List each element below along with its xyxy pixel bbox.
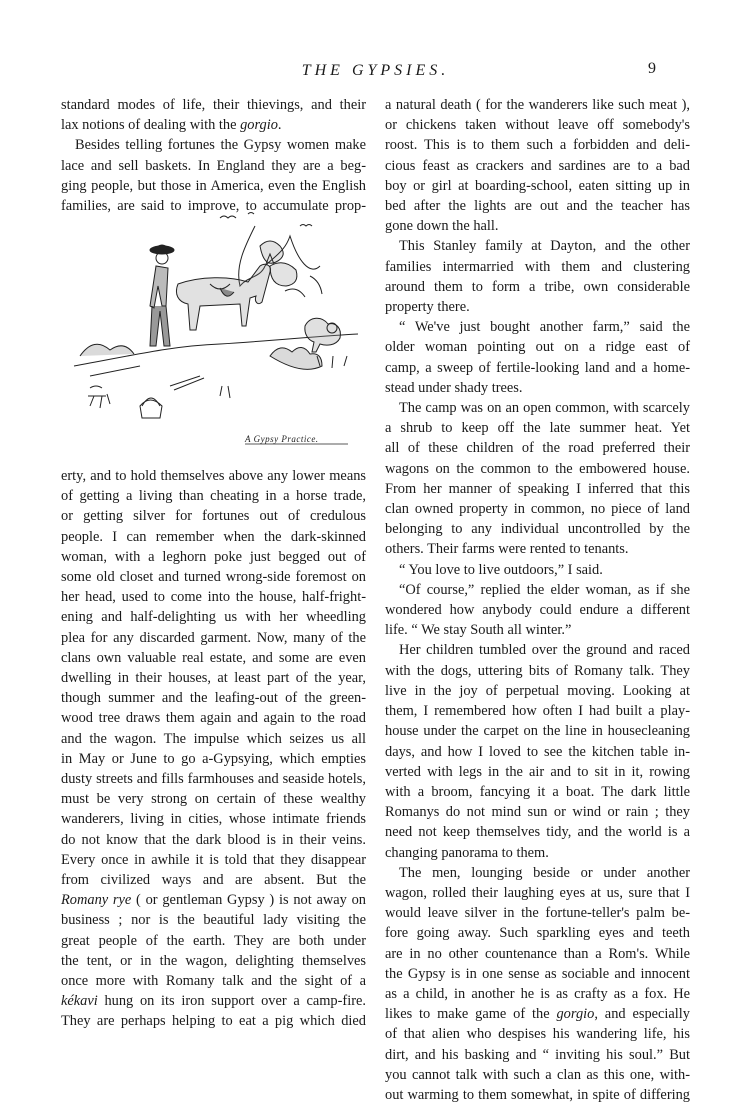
gypsy-illustration <box>70 206 362 454</box>
text-line: a natural death ( for the wanderers like such meat ), <box>385 97 690 113</box>
text-line: with the dogs, uttering bits of Romany talk. They <box>385 662 690 679</box>
text-line: need not keep themselves tidy, and the world is a <box>385 824 690 841</box>
text-line: ging people, but those in America, even the English <box>61 177 366 194</box>
italic-term: gorgio <box>556 1006 595 1023</box>
text-line: of getting a living than cheating in a horse trade, <box>61 488 366 505</box>
text-line: This Stanley family at Dayton, and the other <box>399 238 690 255</box>
text-line: must be very strong on certain of these wealthy <box>61 791 366 808</box>
text-line: plea for any discarded garment. Now, many of the <box>61 629 366 646</box>
text-line: Besides telling fortunes the Gypsy women make <box>75 137 366 154</box>
text-line: They are perhaps helping to eat a pig which died <box>61 1013 366 1030</box>
text-line: from civilized ways and are absent. But the <box>61 872 366 889</box>
text-line: The camp was on an open common, with scarcely <box>399 400 690 417</box>
text-line: of that alien who despises his wandering life, his <box>385 1026 690 1043</box>
text-line: families intermarried with them and clustering <box>385 258 690 275</box>
illustration-caption: A Gypsy Practice. <box>245 434 319 444</box>
text-line: wood tree draws them again and again to the road <box>61 710 366 727</box>
text-line: likes to make game of the gorgio, and especially <box>385 1006 690 1023</box>
text-line: the Gypsy is in one sense as sociable and innocent <box>385 965 690 982</box>
text-line: stead under shady trees. <box>385 379 523 396</box>
text-line: lax notions of dealing with the gorgio. <box>61 117 282 134</box>
text-line: Every once in awhile it is told that they disappear <box>61 851 366 868</box>
text-line: From her manner of speaking I inferred that this <box>385 480 690 497</box>
text-line: all of these children of the road preferred their <box>385 440 690 457</box>
text-line: “Of course,” replied the elder woman, as if she <box>399 581 690 598</box>
text-line: dwelling in their houses, at least part of the year, <box>61 670 366 687</box>
text-line: once more with Romany talk and the sight of a <box>61 973 366 990</box>
text-line: woman, with a leghorn poke just begged out of <box>61 548 366 565</box>
text-line: business ; nor is the beautiful lady visiting the <box>61 912 366 929</box>
text-line: clans own valuable real estate, and some are even <box>61 649 366 666</box>
text-line: though summer and the leafing-out of the green- <box>61 690 366 707</box>
text-line: others. Their farms were rented to tenants. <box>385 541 629 558</box>
text-line: great people of the earth. They are both under <box>61 932 366 949</box>
text-line: roost. This is to them such a forbidden and deli- <box>385 137 690 154</box>
left-column-bottom <box>61 466 366 1032</box>
text-line: verted with legs in the air and to sit in it, rowing <box>385 763 690 780</box>
italic-term: kékavi <box>61 993 98 1010</box>
text-line: live in the joy of perpetual moving. Looking at <box>385 682 690 699</box>
text-line: wagons on the common to the embowered house. <box>385 460 690 477</box>
left-column-top <box>61 95 366 216</box>
text-line: dusty streets and fills farmhouses and seaside hotels, <box>61 771 366 788</box>
text-line: some old closet and turned wrong-side foremost on <box>61 569 366 586</box>
text-line: “ You love to live outdoors,” I said. <box>399 561 603 578</box>
text-line: house under the carpet on the line in housecleaning <box>385 723 690 740</box>
text-line: boy or girl at boarding-school, eaten sitting up in <box>385 177 690 194</box>
text-line: her head, used to come into the house, half-fright- <box>61 589 366 606</box>
text-line: The men, lounging beside or under another <box>399 864 690 881</box>
text-line: a shrub to keep off the late summer heat. Yet <box>385 420 690 437</box>
text-line: fore going away. Such sparkling eyes and teeth <box>385 925 690 942</box>
text-line: them, I remembered how often I had built a play- <box>385 703 690 720</box>
text-line: ening and half-delighting us with her wheedling <box>61 609 366 626</box>
text-line: “ We've just bought another farm,” said the <box>399 319 690 336</box>
text-line: would leave silver in the fortune-teller's palm be- <box>385 905 690 922</box>
text-line: bed after the lights are out and the teacher has <box>385 198 690 215</box>
text-line: changing panorama to them. <box>385 844 549 861</box>
text-line: lace and sell baskets. In England they are a beg- <box>61 157 366 174</box>
text-line: do not know that the dark blood is in their veins. <box>61 831 366 848</box>
text-line: Romanys do not mind sun or wind or rain ; they <box>385 804 690 821</box>
text-line: camp, a sweep of fertile-looking land and a home- <box>385 359 690 376</box>
text-line: dirt, and his basking and “ inviting his soul.” But <box>385 1046 690 1063</box>
text-line: standard modes of life, their thievings, and their <box>61 97 366 113</box>
text-line: Romany rye ( or gentleman Gypsy ) is not away on <box>61 892 366 909</box>
text-line: belonging to any individual uncontrolled by the <box>385 521 690 538</box>
text-line: are in no other countenance than a Rom's. While <box>385 945 690 962</box>
text-line: kékavi hung on its iron support over a camp-fire. <box>61 993 366 1010</box>
illustration-drawing <box>70 206 362 454</box>
running-title: THE GYPSIES. <box>301 62 450 79</box>
right-column <box>385 95 690 1105</box>
text-line: you cannot talk with such a clan as this one, with- <box>385 1066 690 1083</box>
italic-term: gorgio <box>240 117 278 134</box>
text-line: erty, and to hold themselves above any lower means <box>61 468 366 484</box>
text-line: as a child, in another he is as crafty as a fox. He <box>385 985 690 1002</box>
text-line: or chickens taken without leave off somebody's <box>385 117 690 134</box>
text-line: wanderers, living in cities, whose intimate friends <box>61 811 366 828</box>
text-line: out warming to them somewhat, in spite of differing <box>385 1086 690 1103</box>
text-line: days, and how I loved to see the kitchen table in- <box>385 743 690 760</box>
text-line: older woman pointing out on a ridge east of <box>385 339 690 356</box>
italic-term: Romany rye <box>61 892 132 909</box>
text-line: wondered how anybody could endure a different <box>385 602 690 619</box>
text-line: people. I can remember when the dark-skinned <box>61 528 366 545</box>
text-line: life. “ We stay South all winter.” <box>385 622 572 639</box>
text-line: families, are said to improve, to accumulate prop- <box>61 198 366 215</box>
text-line: with a broom, fancying it a boat. The dark little <box>385 783 690 800</box>
text-line: or getting silver for fortunes out of credulous <box>61 508 366 525</box>
text-line: property there. <box>385 299 470 316</box>
text-line: and the wagon. The impulse which seizes us all <box>61 730 366 747</box>
page-number: 9 <box>648 60 656 77</box>
text-line: in May or June to go a-Gypsying, which empties <box>61 750 366 767</box>
text-line: Her children tumbled over the ground and raced <box>399 642 690 659</box>
text-line: the tent, or in the wagon, delighting themselves <box>61 952 366 969</box>
text-line: around them to form a tribe, own considerable <box>385 278 690 295</box>
text-line: cious feast as crackers and sardines are to a bad <box>385 157 690 174</box>
text-line: clan owned property in common, no piece of land <box>385 501 690 518</box>
text-line: gone down the hall. <box>385 218 499 235</box>
text-line: wagon, rolled their laughing eyes at us, sure that I <box>385 884 690 901</box>
